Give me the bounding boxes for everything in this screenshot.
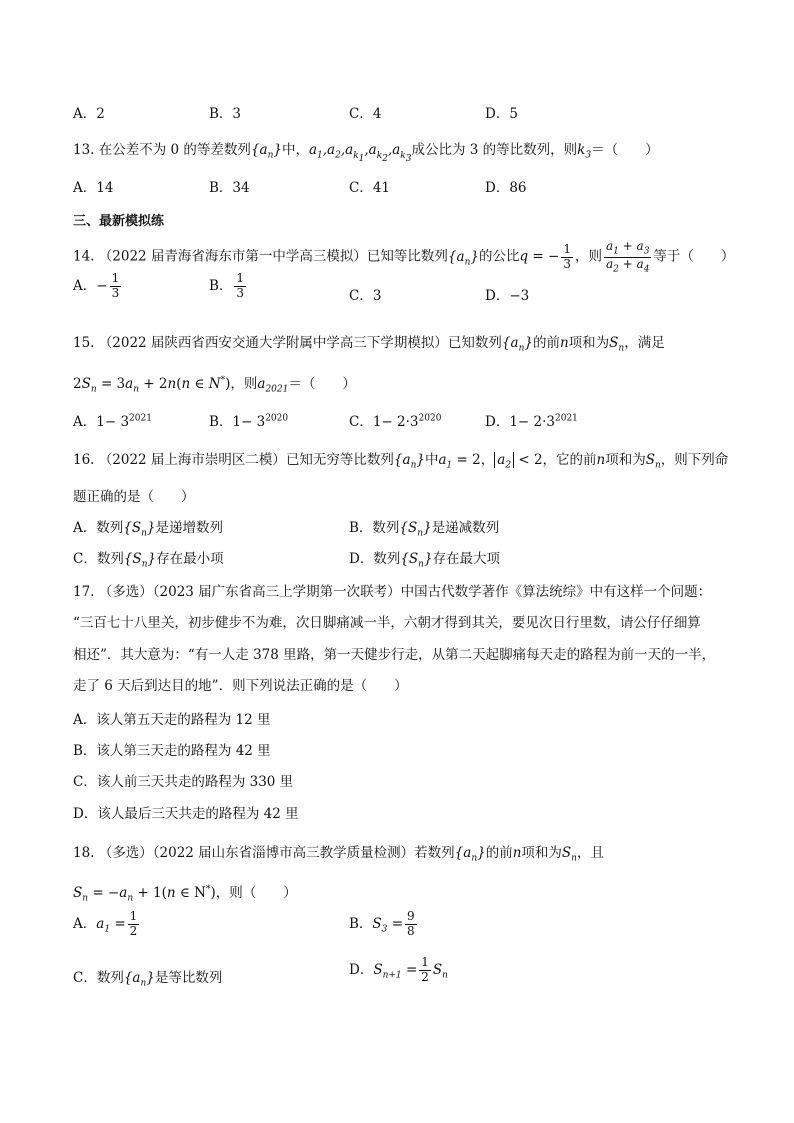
q15-text: 的前 — [532, 335, 560, 351]
option-text: 是等比数列 — [154, 970, 223, 986]
math-expr: $a_2 < 2$ — [494, 452, 542, 468]
q16-option-a[interactable] — [73, 516, 223, 539]
q18-stem-line1 — [73, 841, 604, 864]
q16-text: ， — [480, 452, 495, 468]
q15-text: ，则 — [230, 376, 258, 392]
q14-stem — [73, 240, 734, 274]
q16-text: 项和为 — [605, 452, 646, 468]
q16-text: ，则下列命 — [660, 452, 729, 468]
q13-text: ＝（ ） — [591, 142, 659, 158]
option-label: A． — [73, 277, 97, 294]
q17-option-a[interactable]: A．该人第五天走的路程为 12 里 — [73, 712, 271, 728]
q13-text: 中， — [281, 142, 309, 158]
option-label: C． — [349, 414, 373, 430]
q15-option-d[interactable]: D．$1- 2\cdot 3^{2021}$ — [485, 413, 578, 430]
q15-text: 项和为 — [568, 335, 610, 351]
q13-text: 成公比为 3 的等比数列，则 — [411, 142, 578, 158]
math-expr: $\{a_n\}$ — [123, 970, 155, 989]
q13-option-b[interactable]: B．34 — [209, 180, 250, 196]
q18-text: 项和为 — [521, 845, 562, 861]
q16-text: 16. （2022 届上海市崇明区二模）已知无穷等比数列 — [73, 452, 394, 468]
math-expr: n — [512, 845, 522, 861]
fraction: $\frac{1}{3}$ — [111, 271, 120, 300]
option-label: C．数列 — [73, 551, 124, 567]
math-expr: $\{S_n\}$ — [123, 551, 157, 570]
q18-stem-line2 — [73, 881, 297, 904]
math-expr: $\{S_n\}$ — [399, 520, 432, 539]
q17-stem-line3: 相还”．其大意为：“有一人走 378 里路，第一天健步行走，从第二天起脚痛每天走的路程为前一天的一半， — [73, 647, 716, 663]
option-label: D． — [349, 961, 374, 978]
math-expr: $S_n = -a_n + 1(n$ ∈ N*) — [73, 884, 216, 904]
q12-option-d[interactable]: D．5 — [485, 106, 518, 122]
q15-option-b[interactable]: B．$1- 3^{2020}$ — [209, 413, 289, 430]
math-expr: $a_{2021}$ — [257, 376, 289, 395]
math-expr: $S_n$ — [609, 335, 625, 354]
q18-text: 的前 — [485, 845, 513, 861]
q15-text: ，满足 — [624, 335, 665, 351]
q15-stem-line1 — [73, 331, 665, 354]
math-expr: q = − — [519, 248, 560, 265]
q17-option-b[interactable]: B．该人第三天走的路程为 42 里 — [73, 743, 271, 759]
q15-option-c[interactable]: C．$1- 2\cdot 3^{2020}$ — [349, 413, 442, 430]
q14-text: 等于（ ） — [653, 248, 735, 265]
math-expr: $a_1$ = — [96, 915, 126, 935]
q16-option-d[interactable] — [349, 547, 500, 570]
section-heading: 三、最新模拟练 — [73, 214, 165, 229]
q13-option-c[interactable]: C．41 — [349, 180, 391, 196]
q18-option-b[interactable] — [349, 910, 419, 939]
fraction: $\frac{1}{3}$ — [236, 271, 245, 300]
q18-text: 18. （多选）（2022 届山东省淄博市高三教学质量检测）若数列 — [73, 845, 455, 861]
option-label: B． — [209, 414, 233, 430]
q18-text: ，则（ ） — [215, 885, 297, 901]
math-expr: $\{S_n\}$ — [400, 551, 433, 570]
q14-text: 的公比 — [478, 248, 520, 265]
q12-option-c[interactable]: C．4 — [349, 106, 382, 122]
math-expr: $S_n$ — [432, 961, 448, 981]
q14-option-b[interactable] — [209, 272, 248, 301]
q15-option-a[interactable]: A．$1- 3^{2021}$ — [73, 413, 152, 430]
math-expr: $\{a_n\}$ — [501, 335, 533, 354]
option-label: A． — [73, 915, 97, 932]
fraction: $\frac{1}{2}$ — [421, 955, 429, 984]
option-label: D．数列 — [349, 551, 401, 567]
option-label: D． — [485, 414, 510, 430]
q17-stem-line2: “三百七十八里关，初步健步不为难，次日脚痛减一半，六朝才得到其关，要见次日行里数，请公仔仔细算 — [73, 615, 701, 631]
option-label: C．数列 — [73, 970, 124, 986]
fraction: $\frac{9}{8}$ — [407, 909, 415, 938]
q13-stem — [73, 138, 659, 163]
math-expr: $S_3$ = — [372, 915, 404, 935]
q14-option-d[interactable]: D．−3 — [485, 288, 530, 304]
fraction: $\frac{1}{3}$ — [563, 241, 571, 271]
math-expr: $a_1,a_2,a_{k_1},a_{k_2},a_{k_3}$ — [308, 142, 412, 164]
q16-text: ，它的前 — [542, 452, 597, 468]
math-expr: $\{S_n\}$ — [123, 520, 156, 539]
q18-option-a[interactable] — [73, 910, 141, 939]
q12-option-b[interactable]: B．3 — [209, 106, 242, 122]
q15-text: 15. （2022 届陕西省西安交通大学附属中学高三下学期模拟）已知数列 — [73, 335, 502, 351]
q18-text: ，且 — [576, 845, 604, 861]
option-text: 存在最大项 — [432, 551, 501, 567]
q14-text: ，则 — [574, 248, 602, 265]
math-expr: n — [559, 335, 569, 351]
q17-option-d[interactable]: D．该人最后三天共走的路程为 42 里 — [73, 806, 299, 822]
q13-option-a[interactable]: A．14 — [73, 180, 114, 196]
option-label: A． — [73, 414, 97, 430]
q13-option-d[interactable]: D．86 — [485, 180, 527, 196]
math-expr: $k_3$ — [577, 142, 592, 161]
math-expr: $2S_n = 3a_n + 2n(n$ ∈ N*) — [73, 375, 231, 395]
q15-text: ＝（ ） — [288, 376, 356, 392]
math-expr: n — [596, 452, 606, 468]
option-label: B． — [349, 915, 373, 932]
fraction: $\frac{1}{2}$ — [129, 909, 138, 938]
math-expr: $a_1 = 2$ — [438, 452, 481, 471]
q14-text: 14. （2022 届青海省海东市第一中学高三模拟）已知等比数列 — [73, 248, 448, 265]
q14-option-a[interactable]: A．− $\frac{1}{3}$ — [73, 271, 120, 300]
math-expr: $S_{n+1}$ = — [373, 961, 418, 981]
math-expr: $\{a_n\}$ — [250, 142, 282, 161]
math-expr: $S_n$ — [561, 845, 577, 864]
option-text: 是递减数列 — [431, 520, 500, 536]
q17-stem-line4: 走了 6 天后到达目的地”．则下列说法正确的是（ ） — [73, 678, 408, 694]
q18-option-c[interactable] — [73, 966, 222, 989]
q12-option-a[interactable]: A．2 — [73, 106, 105, 122]
q16-option-b[interactable] — [349, 516, 499, 539]
math-expr: $\{a_n\}$ — [454, 845, 486, 864]
math-expr: $\{a_n\}$ — [447, 248, 479, 268]
option-label: A．数列 — [73, 520, 124, 536]
q17-stem-line1: 17. （多选）（2023 届广东省高三上学期第一次联考）中国古代数学著作《算法统综》中有这样一个问题： — [73, 584, 712, 600]
q16-text: 中 — [424, 452, 439, 468]
option-label: B． — [209, 277, 233, 294]
q13-text: 13. 在公差不为 0 的等差数列 — [73, 142, 251, 158]
q16-option-c[interactable] — [73, 547, 224, 570]
fraction: $\frac{a_1 + a_3}{a_2 + a_4}$ — [605, 239, 650, 275]
q15-stem-line2 — [73, 372, 356, 395]
q16-stem-line2: 题正确的是（ ） — [73, 489, 195, 505]
option-text: 存在最小项 — [156, 551, 224, 567]
q14-option-c[interactable]: C．3 — [349, 288, 382, 304]
q18-option-d[interactable] — [349, 956, 448, 985]
option-text: 是递增数列 — [155, 520, 223, 536]
math-expr: $\{a_n\}$ — [393, 452, 425, 471]
option-label: B．数列 — [349, 520, 400, 536]
math-expr: $S_n$ — [645, 452, 661, 471]
q17-option-c[interactable]: C．该人前三天共走的路程为 330 里 — [73, 774, 294, 790]
q16-stem-line1 — [73, 448, 728, 471]
